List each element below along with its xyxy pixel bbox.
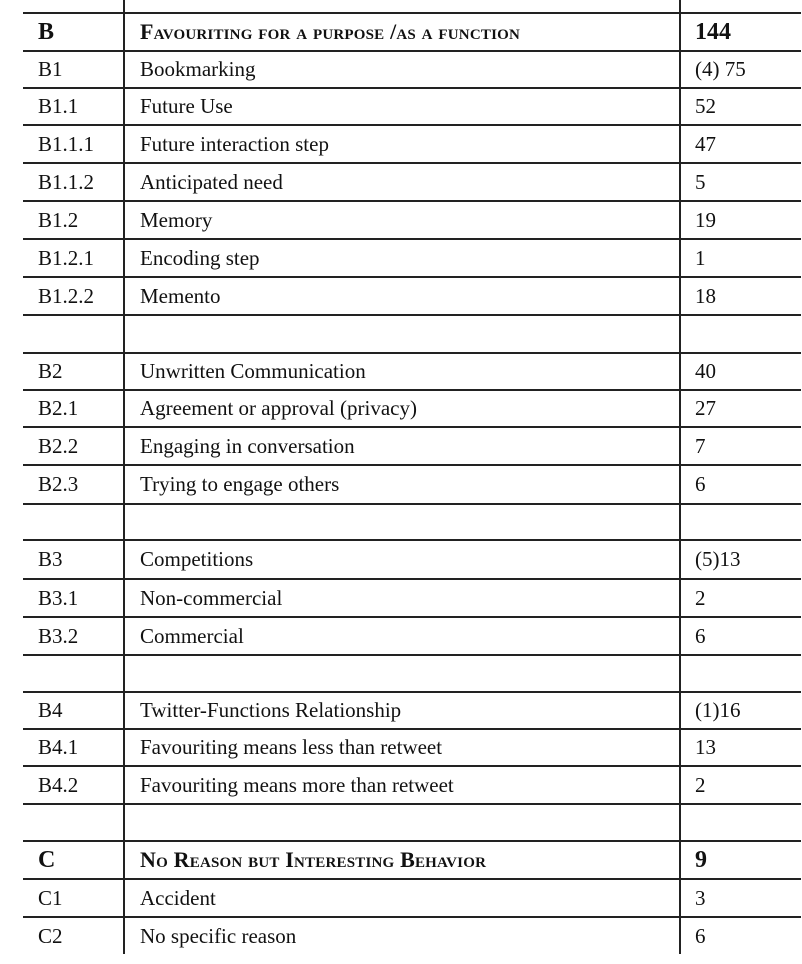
category-count: 1 [695,245,706,270]
table-row [23,539,801,578]
category-count: (4) 75 [695,57,746,81]
table-row [23,765,801,803]
category-code: B4 [38,698,63,722]
category-label: Favouriting for a purpose /as a function [140,19,521,44]
category-count: 27 [695,396,716,420]
category-code: B2.3 [38,472,79,496]
category-label: Non-commercial [140,585,283,610]
spacer-row [23,314,801,352]
category-count: 19 [695,207,716,232]
table-row [23,389,801,426]
category-label: Accident [140,885,216,910]
category-label: No Reason but Interesting Behavior [140,847,487,872]
table-row [23,87,801,124]
table-row [23,916,801,954]
table-row [23,352,801,389]
category-count: (1)16 [695,698,741,722]
category-count: 18 [695,283,716,308]
table-row [23,616,801,654]
category-count: 6 [695,923,706,948]
category-code: B1 [38,57,63,81]
category-label: No specific reason [140,923,297,948]
category-code: B1.1.2 [38,169,95,194]
table-row [23,276,801,314]
category-code: C2 [38,923,63,948]
category-label: Bookmarking [140,57,256,81]
category-count: 5 [695,169,706,194]
category-code: B1.1 [38,94,79,118]
category-label: Competitions [140,547,254,571]
section-heading-row [23,840,801,878]
table-row [23,578,801,616]
category-label: Favouriting means less than retweet [140,735,443,759]
category-label: Memory [140,207,213,232]
category-count: 144 [695,19,731,45]
category-count: 3 [695,885,706,910]
category-count: 52 [695,94,716,118]
category-code: B3.2 [38,623,79,648]
table-row [23,50,801,87]
table-row [23,464,801,503]
category-count: (5)13 [695,547,741,571]
category-count: 40 [695,359,716,383]
category-count: 47 [695,131,716,156]
spacer-row [23,654,801,691]
category-count: 2 [695,585,706,610]
category-label: Future Use [140,94,233,118]
category-count: 7 [695,433,706,458]
category-label: Engaging in conversation [140,433,355,458]
category-count: 6 [695,472,706,496]
category-label: Memento [140,283,221,308]
section-heading-row [23,12,801,50]
category-count: 13 [695,735,716,759]
category-label: Agreement or approval (privacy) [140,396,417,420]
category-code: B1.1.1 [38,131,95,156]
table-row [23,878,801,916]
category-code: B [38,19,55,45]
category-code: B3.1 [38,585,79,610]
category-label: Anticipated need [140,169,283,194]
category-code: B1.2.2 [38,283,95,308]
category-code: B2 [38,359,63,383]
category-count: 9 [695,847,707,873]
category-code: B1.2 [38,207,79,232]
category-code: B2.1 [38,396,79,420]
category-label: Twitter-Functions Relationship [140,698,402,722]
table-row [23,162,801,200]
spacer-row [23,803,801,840]
category-label: Unwritten Communication [140,359,366,383]
category-code: B4.2 [38,772,79,797]
category-count: 6 [695,623,706,648]
category-code: B3 [38,547,63,571]
spacer-row [23,503,801,539]
category-code: B1.2.1 [38,245,95,270]
category-label: Future interaction step [140,131,329,156]
category-label: Favouriting means more than retweet [140,772,454,797]
category-code: B4.1 [38,735,79,759]
table-row [23,124,801,162]
category-table [23,12,801,954]
table-row [23,238,801,276]
category-code: B2.2 [38,433,79,458]
table-row [23,728,801,765]
table-row [23,426,801,464]
category-label: Commercial [140,623,244,648]
table-row [23,200,801,238]
category-label: Encoding step [140,245,260,270]
category-label: Trying to engage others [140,472,340,496]
table-row [23,691,801,728]
category-code: C [38,847,56,873]
category-code: C1 [38,885,63,910]
category-count: 2 [695,772,706,797]
